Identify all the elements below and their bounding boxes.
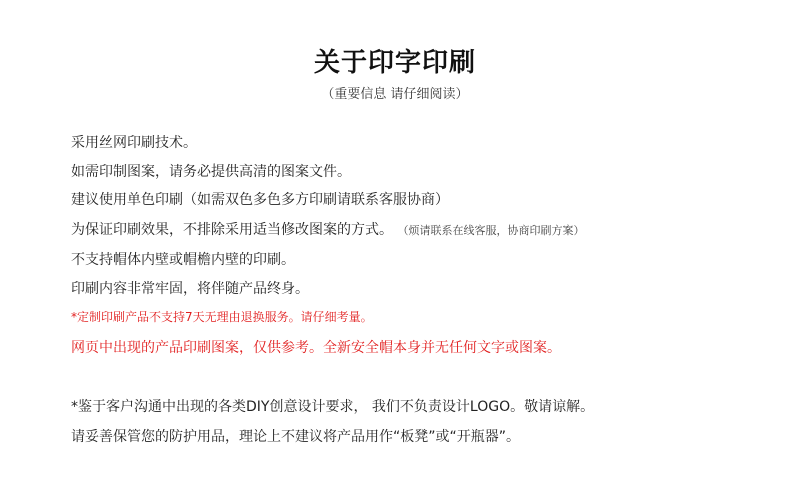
info-line-4 [71,221,584,240]
info-line-1: 采用丝网印刷技术。 [71,135,197,151]
info-line-2: 如需印制图案，请务必提供高清的图案文件。 [71,164,351,180]
page-subtitle: （重要信息 请仔细阅读） [321,87,469,102]
warning-line-2: 网页中出现的产品印刷图案，仅供参考。全新安全帽本身并无任何文字或图案。 [71,340,561,356]
info-line-6: 印刷内容非常牢固，将伴随产品终身。 [71,281,309,297]
info-line-3: 建议使用单色印刷（如需双色多色多方印刷请联系客服协商） [71,192,449,208]
info-line-4-note: （烦请联系在线客服，协商印刷方案） [397,224,585,237]
info-line-4-main: 为保证印刷效果，不排除采用适当修改图案的方式。 [71,222,393,238]
info-line-7: *鉴于客户沟通中出现的各类DIY创意设计要求， 我们不负责设计LOGO。敬请谅解。 [71,399,595,415]
info-line-8: 请妥善保管您的防护用品，理论上不建议将产品用作“板凳”或“开瓶器”。 [71,429,521,445]
info-line-5: 不支持帽体内壁或帽檐内壁的印刷。 [71,252,295,268]
page-title: 关于印字印刷 [313,48,476,78]
warning-line-1: *定制印刷产品不支持7天无理由退换服务。请仔细考量。 [71,310,373,324]
